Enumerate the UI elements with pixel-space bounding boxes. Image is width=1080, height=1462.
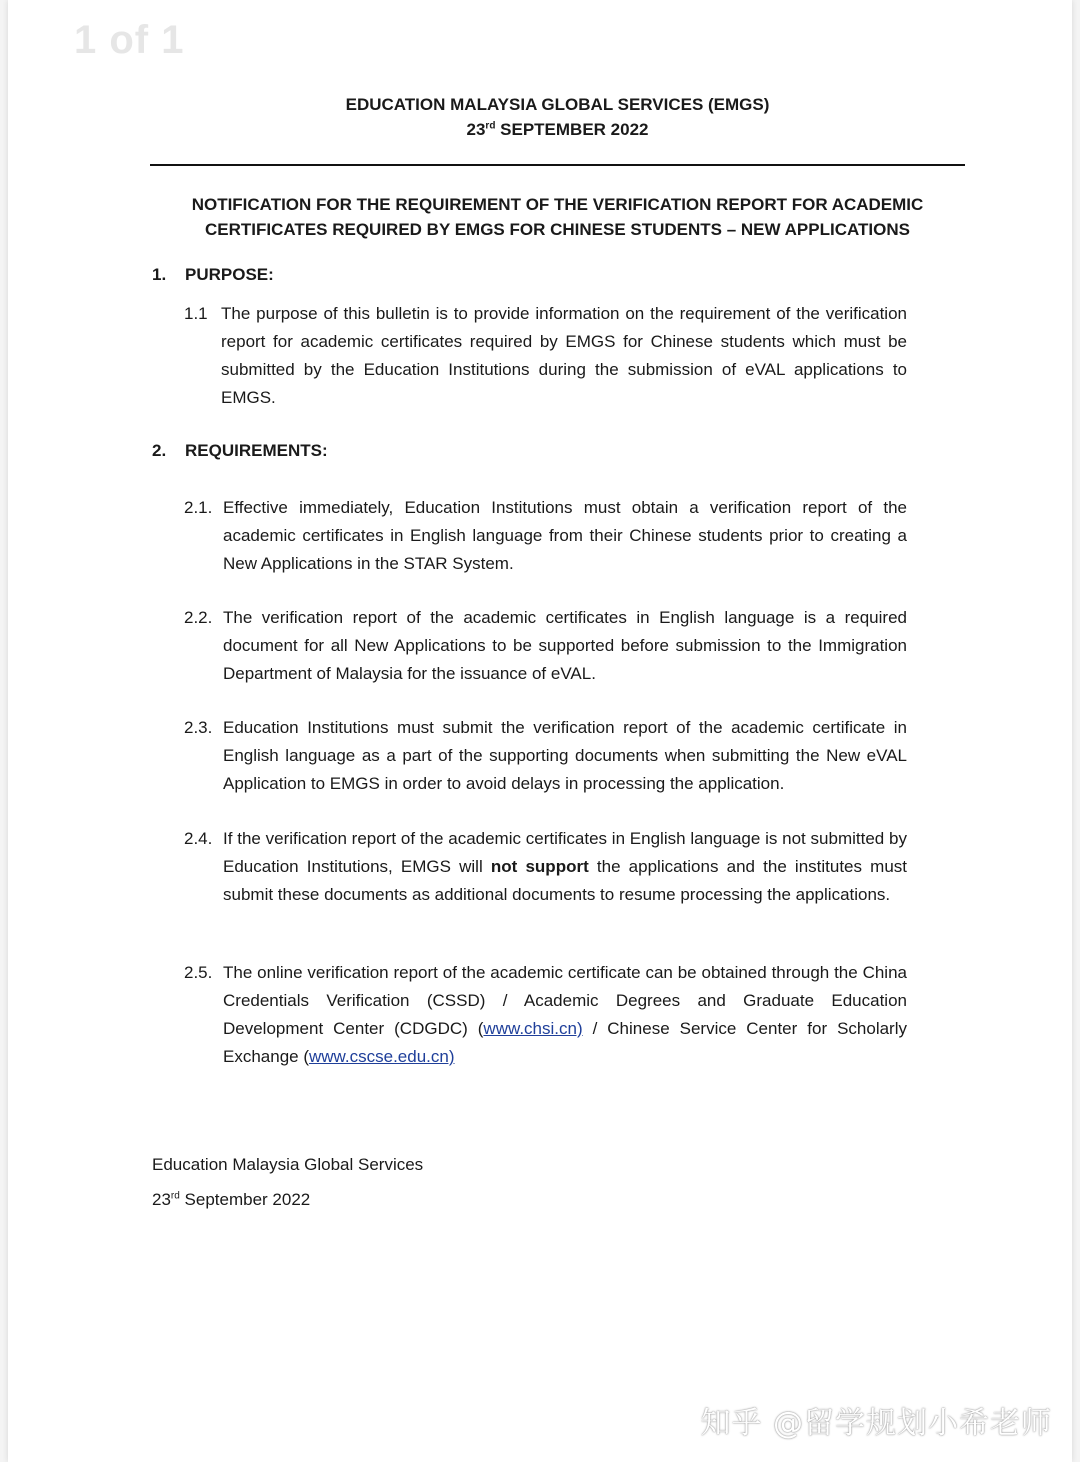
paragraph-2-4: [184, 825, 907, 909]
text-emphasis: not support: [490, 857, 589, 876]
watermark: 知乎 @留学规划小希老师: [700, 1406, 1052, 1441]
paragraph-text: [223, 825, 907, 909]
paragraph-2-5: [184, 959, 907, 1071]
paragraph-1-1: [184, 300, 907, 412]
paragraph-number: 2.3.: [184, 718, 213, 737]
header-org: EDUCATION MALAYSIA GLOBAL SERVICES (EMGS): [345, 95, 770, 114]
document-header: [150, 92, 965, 142]
paragraph-text: Education Institutions must submit the verification report of the academic certificate in English language as a part of the supporting documents when submitting the New eVAL Application to EMGS in order to avoid delays in processing the application.: [223, 718, 907, 793]
chsi-link[interactable]: www.chsi.cn): [483, 1019, 583, 1038]
paragraph-text: The purpose of this bulletin is to provide information on the requirement of the verification report for academic certificates required by EMGS for Chinese students which must be submitted by the Education Institutions during the submission of eVAL applications to EMGS.: [221, 304, 907, 407]
paragraph-2-3: [184, 714, 907, 798]
paragraph-text: [223, 959, 907, 1071]
signature-date-rest: September 2022: [179, 1190, 311, 1209]
section-title: REQUIREMENTS:: [185, 441, 328, 460]
section-purpose-heading: [152, 265, 274, 285]
section-number: 1.: [152, 265, 167, 284]
paragraph-number: 2.2.: [184, 608, 213, 627]
text-segment: / Chinese Service Center for Scholarly Exchange (: [223, 1019, 907, 1066]
title-line-2: CERTIFICATES REQUIRED BY EMGS FOR CHINESE STUDENTS – NEW APPLICATIONS: [205, 220, 910, 239]
cscse-link[interactable]: www.cscse.edu.cn): [309, 1047, 455, 1066]
paragraph-number: 2.4.: [184, 829, 213, 848]
paragraph-2-1: [184, 494, 907, 578]
header-divider: [150, 164, 965, 166]
header-date-day: 23: [466, 120, 486, 139]
header-date-suffix: rd: [485, 120, 496, 132]
signature-date-day: 23: [152, 1190, 171, 1209]
paragraph-number: 1.1: [184, 304, 208, 323]
header-date-rest: SEPTEMBER 2022: [495, 120, 649, 139]
text-segment: If the verification report of the academic certificates in English language is not submitted by Education Institutions, EMGS will: [223, 829, 907, 876]
paragraph-text: The verification report of the academic certificates in English language is a required document for all New Applications to be supported before submission to the Immigration Department of Malaysia for the issuance of eVAL.: [223, 608, 907, 683]
section-requirements-heading: [152, 441, 328, 461]
signature-org: Education Malaysia Global Services: [152, 1155, 424, 1174]
section-title: PURPOSE:: [185, 265, 274, 284]
title-line-1: NOTIFICATION FOR THE REQUIREMENT OF THE VERIFICATION REPORT FOR ACADEMIC: [191, 195, 924, 214]
paragraph-2-2: [184, 604, 907, 688]
text-segment: the applications and the institutes must submit these documents as additional documents to resume processing the applications.: [223, 857, 907, 904]
signature-date-suffix: rd: [170, 1190, 180, 1202]
section-number: 2.: [152, 441, 167, 460]
signature-date: [152, 1190, 310, 1210]
paragraph-number: 2.1.: [184, 498, 213, 517]
header-date: [150, 117, 965, 142]
text-segment: The online verification report of the academic certificate can be obtained through the China Credentials Verification (CSSD) / Academic Degrees and Graduate Education Development Center (CDGDC) (: [223, 963, 907, 1038]
document-title: [150, 192, 965, 242]
paragraph-number: 2.5.: [184, 963, 213, 982]
paragraph-text: Effective immediately, Education Institutions must obtain a verification report of the academic certificates in English language from their Chinese students prior to creating a New Applications in the STAR System.: [223, 498, 907, 573]
page-indicator: 1 of 1: [74, 18, 185, 62]
